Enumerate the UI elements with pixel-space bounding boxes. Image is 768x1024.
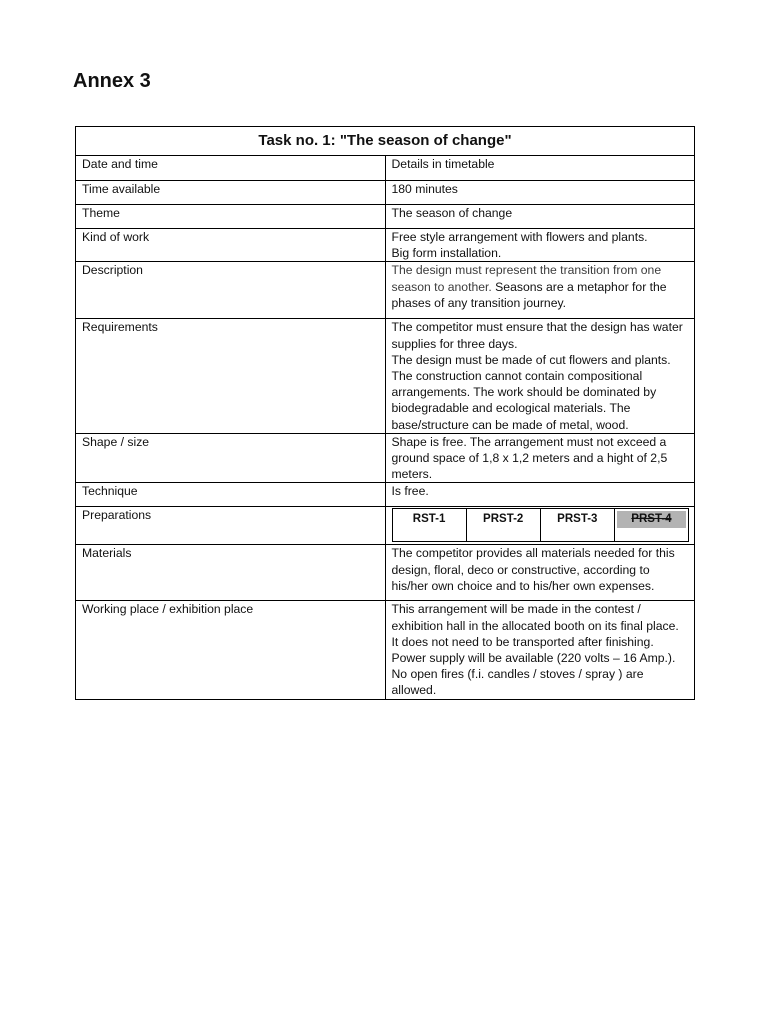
row-requirements	[76, 319, 695, 433]
description-label: Description	[76, 262, 386, 319]
prep-rst-1: RST-1	[392, 509, 466, 542]
prep-prst-2: PRST-2	[466, 509, 540, 542]
requirements-line: The design must be made of cut flowers and plants.	[391, 352, 671, 367]
technique-value: Is free.	[385, 483, 695, 507]
prep-prst-4-cell	[614, 509, 688, 542]
annex-title: Annex 3	[73, 70, 151, 92]
prep-prst-3: PRST-3	[540, 509, 614, 542]
description-gray-text: The design must represent the transition from one season to another.	[391, 263, 662, 294]
requirements-label: Requirements	[76, 319, 386, 433]
kind-of-work-line: Free style arrangement with flowers and plants.	[391, 230, 648, 244]
preparations-table	[392, 508, 690, 542]
working-place-value: This arrangement will be made in the contest / exhibition hall in the allocated booth on its final place. It does not need to be transported after finishing. Power supply will be available (220 volts – 16 Amp.). No open fires (f.i. candles / stoves / spray ) are allowed.	[385, 601, 695, 699]
requirements-value	[385, 319, 695, 433]
task-title: Task no. 1: "The season of change"	[76, 127, 695, 156]
row-description	[76, 262, 695, 319]
row-materials	[76, 545, 695, 601]
date-time-label: Date and time	[76, 156, 386, 181]
preparations-value	[385, 507, 695, 545]
requirements-line: The construction cannot contain compositional arrangements. The work should be dominated by biodegradable and ecological materials. The base/structure can be made of metal, wood.	[391, 369, 657, 432]
shape-size-label: Shape / size	[76, 433, 386, 483]
task-title-row	[76, 127, 695, 156]
requirements-line: The competitor must ensure that the design has water supplies for three days.	[391, 320, 683, 351]
time-available-value: 180 minutes	[385, 181, 695, 205]
row-preparations	[76, 507, 695, 545]
date-time-value: Details in timetable	[385, 156, 695, 181]
kind-of-work-line: Big form installation.	[391, 246, 502, 261]
time-available-label: Time available	[76, 181, 386, 205]
prep-prst-4: PRST-4	[617, 511, 686, 527]
materials-label: Materials	[76, 545, 386, 601]
row-date-time	[76, 156, 695, 181]
row-kind-of-work	[76, 229, 695, 262]
technique-label: Technique	[76, 483, 386, 507]
task-table	[75, 126, 695, 700]
row-time-available	[76, 181, 695, 205]
description-value	[385, 262, 695, 319]
theme-value: The season of change	[385, 205, 695, 229]
kind-of-work-value	[385, 229, 695, 262]
working-place-label: Working place / exhibition place	[76, 601, 386, 699]
row-technique	[76, 483, 695, 507]
description-text: Seasons are a metaphor for the phases of any transition journey.	[391, 279, 667, 310]
materials-value: The competitor provides all materials needed for this design, floral, deco or constructive, according to his/her own choice and to his/her own expenses.	[385, 545, 695, 601]
kind-of-work-label: Kind of work	[76, 229, 386, 262]
row-theme	[76, 205, 695, 229]
preparations-label: Preparations	[76, 507, 386, 545]
row-working-place	[76, 601, 695, 699]
shape-size-value: Shape is free. The arrangement must not exceed a ground space of 1,8 x 1,2 meters and a hight of 2,5 meters.	[385, 433, 695, 483]
row-shape-size	[76, 433, 695, 483]
theme-label: Theme	[76, 205, 386, 229]
